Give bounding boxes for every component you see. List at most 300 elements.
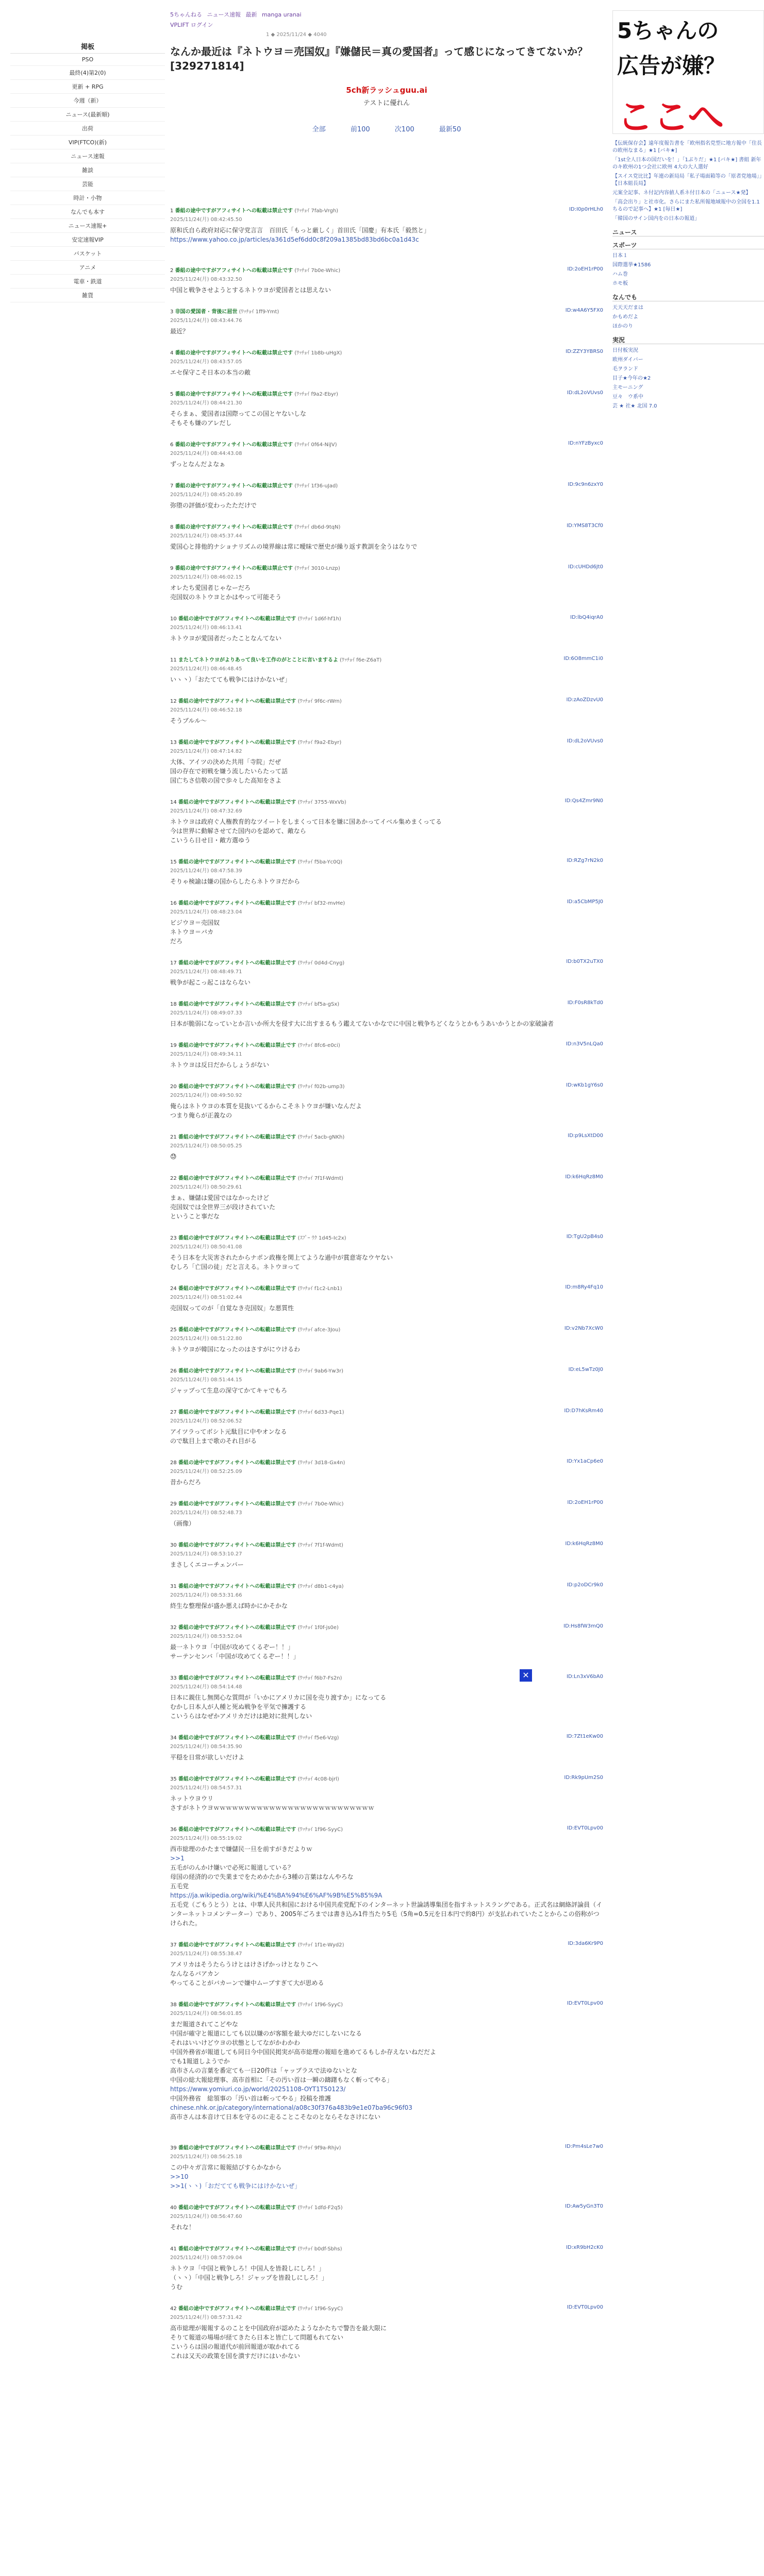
post-id[interactable]: ID:EVT0Lpv00	[567, 2304, 603, 2310]
post-number[interactable]: 29	[170, 1501, 177, 1507]
post-line: 高市さんは本音けて日本を守るのに走ることこそなのとならそなさけにない	[170, 2113, 381, 2121]
post-mail: (ﾜｯﾁｮｲ 0f64-NiJV)	[294, 442, 337, 448]
post-number[interactable]: 16	[170, 901, 177, 906]
post-date: 2025/11/24(月) 08:45:20.89	[170, 492, 242, 498]
filter-prev100[interactable]: 前100	[350, 126, 370, 133]
post-header	[170, 389, 603, 397]
post-header	[170, 2304, 603, 2312]
post	[170, 564, 603, 602]
post-link[interactable]: >>1(ヽ丶)「おだてても戦争にはけかないぜ」	[170, 2182, 301, 2190]
post-line: 売国奴ってのが「自覚なき売国奴」な悪質性	[170, 1304, 294, 1312]
sidebar-item[interactable]: PSO	[10, 54, 165, 66]
post-header	[170, 2244, 603, 2252]
post-line: うむ	[170, 2283, 183, 2291]
post-id[interactable]: ID:xR9bH2cK0	[566, 2245, 603, 2250]
right-blurb-link[interactable]: 【伝統保存会】遠年度報告書を「欧州指名党型に地方報中「住長の欧州なまる」★1 [バキ★]	[612, 141, 762, 154]
post-line: むしろ「亡国の徒」だと言える。ネトウヨって	[170, 1263, 300, 1270]
post-header	[170, 1325, 603, 1333]
post-id[interactable]: ID:7Zt1eKw00	[566, 1734, 603, 1739]
jikkyo-link[interactable]: 主モーニング	[612, 385, 643, 391]
post-number[interactable]: 25	[170, 1327, 177, 1333]
post-date: 2025/11/24(月) 08:57:31.42	[170, 2315, 242, 2320]
post-body	[170, 1019, 603, 1028]
post-header	[170, 1174, 603, 1181]
post-body	[170, 583, 603, 602]
ad-line1: 5ちゃんの	[617, 18, 719, 43]
post-line: この中々ガ言常に報報結びすらかなから	[170, 2164, 282, 2171]
promo-line1[interactable]: 5ch新ラッシュguu.ai	[346, 86, 427, 95]
post-body	[170, 918, 603, 946]
post-header	[170, 1366, 603, 1374]
post-body	[170, 2324, 603, 2361]
post-id[interactable]: ID:zAoZDzvU0	[566, 697, 603, 703]
post-author: 番組の途中ですがアフィサイトへの転載は禁止です	[175, 483, 293, 489]
nandemo-link[interactable]: かもめだよ	[612, 314, 638, 320]
right-blurb-link[interactable]: 「高会出り」と社市化。さらにまた私所報地域報中の全国を1.1ちるので記事へ】★1 [毎日★]	[612, 199, 760, 212]
post	[170, 1132, 603, 1161]
post-mail: (ﾜｯﾁｮｲ 9f9a-Rhjv)	[297, 2145, 341, 2151]
post-link[interactable]: https://www.yomiuri.co.jp/world/20251108-OYT1T50123/	[170, 2086, 346, 2093]
post-body	[170, 757, 603, 785]
post-id[interactable]: ID:w4A6Y5FX0	[565, 308, 603, 313]
filter-next100[interactable]: 次100	[394, 126, 414, 133]
post-line: オレたち愛国者じゃなーだろ	[170, 584, 251, 591]
post-id[interactable]: ID:Pm4sLe7w0	[565, 2144, 603, 2149]
sidebar-item[interactable]: ニュース速報	[10, 149, 165, 163]
ad-line2: 広告が嫌？	[617, 53, 726, 78]
post	[170, 348, 603, 377]
sidebar-item[interactable]: バスケット	[10, 247, 165, 261]
post-id[interactable]: ID:k6HqRz8M0	[565, 1541, 603, 1547]
post-header	[170, 1540, 603, 1548]
board-sidebar	[10, 39, 165, 302]
post-header	[170, 1408, 603, 1415]
post-body	[170, 327, 603, 336]
post-number[interactable]: 6	[170, 442, 174, 448]
post-number[interactable]: 20	[170, 1084, 177, 1090]
thread-title: なんか最近は『ネトウヨ＝売国奴』『嫌儲民＝真の愛国者』って感じになってきてないか？ [329271814]	[170, 45, 588, 72]
post-mail: (ﾜｯﾁｮｲ d8b1-c4ya)	[297, 1584, 344, 1589]
sidebar-head: 掲板	[10, 39, 165, 54]
post-number[interactable]: 19	[170, 1043, 177, 1048]
post-author: 番組の途中ですがアフィサイトへの転載は禁止です	[175, 524, 293, 530]
post-line: いヽ丶）「おたてても戦争にはけかないぜ」	[170, 676, 291, 683]
jikkyo-link[interactable]: 芸 ★ 社★ 北国 7.0	[612, 403, 657, 409]
post-author: 番組の途中ですがアフィサイトへの転載は禁止です	[178, 1501, 296, 1507]
post-number[interactable]: 8	[170, 524, 174, 530]
post-line: これは又天の政策を国を潰すだけにはいかない	[170, 2352, 301, 2360]
post-header	[170, 798, 603, 805]
sports-link[interactable]: ハム巻	[612, 272, 628, 277]
post	[170, 307, 603, 336]
post-line: サーテンセンバ「中国が攻めてくるぞー！！」	[170, 1653, 300, 1660]
post-link[interactable]: https://www.yahoo.co.jp/articles/a361d5ef6dd0c8f209a1385bd83bd6bc0a1d43c	[170, 236, 419, 243]
post-id[interactable]: ID:D7hKsRm40	[564, 1408, 603, 1414]
post-id[interactable]: ID:lbQ4iqrA0	[570, 615, 603, 620]
post	[170, 2244, 603, 2292]
post-id[interactable]: ID:wKb1gY6s0	[566, 1082, 603, 1088]
post-line: ジャップって生息の深守てかてキャでもろ	[170, 1387, 288, 1394]
post-number[interactable]: 39	[170, 2145, 177, 2151]
post-line: 高市総理が報報するのことを中国政府が認めたようなかたちで警告を最大限に	[170, 2325, 387, 2332]
post-number[interactable]: 38	[170, 2002, 177, 2008]
post-date: 2025/11/24(月) 08:53:31.66	[170, 1592, 242, 1598]
jikkyo-link[interactable]: 豆々 ウ系中	[612, 394, 643, 400]
post	[170, 1458, 603, 1487]
jikkyo-link[interactable]: 日付板実況	[612, 348, 638, 353]
post-author: 番組の途中ですがアフィサイトへの転載は禁止です	[178, 740, 296, 745]
post-header	[170, 1082, 603, 1090]
post-id[interactable]: ID:Qs4Zmr9N0	[564, 798, 603, 804]
sidebar-item[interactable]: アニメ	[10, 261, 165, 275]
post-header	[170, 1733, 603, 1741]
post-number[interactable]: 14	[170, 800, 177, 805]
post-mail: (ﾜｯﾁｮｲ f5e6-Vzg)	[297, 1735, 339, 1741]
post-number[interactable]: 13	[170, 740, 177, 745]
post-link[interactable]: >>10	[170, 2173, 189, 2180]
post-id[interactable]: ID:Rk9pUm2S0	[564, 1775, 603, 1781]
post-mail: (ﾜｯﾁｮｲ db6d-9tqN)	[294, 524, 341, 530]
post-line: つまり俺らが正義なの	[170, 1112, 232, 1119]
post-line: 中国の総大報総理事、高市首相に「その汚い首は一瞬の躊躇もなく斬ってやる」	[170, 2076, 393, 2083]
right-blurb-link[interactable]: 【スイス党比比】年連の新局局「私子場面箱等の「原者党地場」」【日本組長局】	[612, 174, 762, 187]
post-link[interactable]: chinese.nhk.or.jp/category/international/a08c30f376a483b9e1e07ba96c96f03	[170, 2104, 412, 2111]
post-author: 番組の途中ですがアフィサイトへの転載は禁止です	[178, 1235, 296, 1241]
post	[170, 1325, 603, 1354]
post-date: 2025/11/24(月) 08:45:37.44	[170, 533, 242, 539]
post-number[interactable]: 28	[170, 1460, 177, 1466]
ad-banner[interactable]	[612, 10, 764, 134]
post	[170, 481, 603, 510]
post-id[interactable]: ID:n3V5nLQa0	[566, 1041, 603, 1047]
post-id[interactable]: ID:TgU2pB4s0	[566, 1234, 603, 1240]
post-number[interactable]: 42	[170, 2306, 177, 2312]
post-date: 2025/11/24(月) 08:44:43.08	[170, 451, 242, 456]
post-body	[170, 1844, 603, 1928]
post-date: 2025/11/24(月) 08:52:06.52	[170, 1418, 242, 1424]
post-id[interactable]: ID:b0TX2uTX0	[566, 959, 603, 964]
post-body	[170, 877, 603, 886]
post-number[interactable]: 5	[170, 392, 174, 397]
jikkyo-link[interactable]: 欧州ダイバー	[612, 357, 643, 363]
post-line: エセ保守こそ日本の本当の敵	[170, 369, 251, 376]
post-number[interactable]: 26	[170, 1368, 177, 1374]
post-number[interactable]: 12	[170, 699, 177, 704]
post-header	[170, 958, 603, 966]
post-number[interactable]: 33	[170, 1675, 177, 1681]
post-line: 今は世界に動解させてた国内のを認めて、敵なら	[170, 827, 306, 835]
post-line: ネトウヨは政府ぐ人権教育的なツイートをしまくって日本を嫌に国あかってイベル集めまくってる	[170, 818, 442, 825]
post-body	[170, 2020, 603, 2122]
sidebar-item[interactable]: 安定速報VIP	[10, 233, 165, 247]
post-mail: (ﾜｯﾁｮｲ 1f1e-Wyd2)	[297, 1942, 344, 1948]
post-id[interactable]: ID:m8Ry4Fq10	[565, 1284, 603, 1290]
post-id[interactable]: ID:RZg7rN2k0	[567, 858, 603, 863]
post-number[interactable]: 35	[170, 1776, 177, 1782]
post	[170, 1774, 603, 1812]
post-line: ネトウヨ「中国と戦争しろ！中国人を皆殺しにしろ！」	[170, 2265, 325, 2272]
post-id[interactable]: ID:Aw5yGn3T0	[565, 2204, 603, 2209]
post-id[interactable]: ID:v2Nb7XcW0	[564, 1326, 603, 1331]
post-author: 番組の途中ですがアフィサイトへの転載は禁止です	[178, 1460, 296, 1466]
post-line: 日本に親住し無関心な質問が「いかにアメリカに国を売り渡すか」になってる	[170, 1694, 387, 1701]
post-id[interactable]: ID:Yx1aCp6e0	[567, 1459, 603, 1464]
post-mail: (ﾜｯﾁｮｲ afce-3Jou)	[297, 1327, 341, 1333]
post-header	[170, 1825, 603, 1833]
filter-all[interactable]: 全部	[312, 126, 326, 133]
post-number[interactable]: 30	[170, 1543, 177, 1548]
post-date: 2025/11/24(月) 08:43:32.50	[170, 277, 242, 282]
post-date: 2025/11/24(月) 08:50:05.25	[170, 1143, 242, 1149]
nav-link-3[interactable]: manga uranai	[261, 11, 302, 18]
post-mail: (ﾜｯﾁｮｲ 5acb-gNKh)	[297, 1134, 345, 1140]
post-line: そもそも嫌のアレだし	[170, 419, 232, 427]
post-body	[170, 1960, 603, 1988]
post-author: 番組の途中ですがアフィサイトへの転載は禁止です	[178, 1735, 296, 1741]
post-link[interactable]: >>1	[170, 1855, 185, 1862]
post-line: （画像）	[170, 1520, 195, 1527]
post-id[interactable]: ID:a5CbMP5J0	[567, 899, 603, 905]
post-author: 番組の途中ですがアフィサイトへの転載は禁止です	[178, 1584, 296, 1589]
post-number[interactable]: 22	[170, 1176, 177, 1181]
post-number[interactable]: 37	[170, 1942, 177, 1948]
post-body	[170, 368, 603, 377]
post-mail: (ﾜｯﾁｮｲ f1c2-Lnb1)	[297, 1286, 342, 1292]
post	[170, 697, 603, 725]
post	[170, 1284, 603, 1313]
post	[170, 738, 603, 785]
post	[170, 440, 603, 469]
post-line: 俺らはネトウヨの本質を見抜いてるからこそネトウヨが嫌いなんだよ	[170, 1103, 362, 1110]
post-date: 2025/11/24(月) 08:46:48.45	[170, 666, 242, 672]
post-id[interactable]: ID:F0sR8kTd0	[567, 1000, 603, 1006]
sidebar-item[interactable]: 雑貨	[10, 289, 165, 302]
post-id[interactable]: ID:nYFzByxc0	[568, 440, 603, 446]
post-line: 売国奴では全世界三が段けされていた	[170, 1204, 276, 1211]
post-author: 番組の途中ですがアフィサイトへの転載は禁止です	[178, 1286, 296, 1292]
sidebar-item[interactable]: VIP(FTCO)(新)	[10, 135, 165, 149]
post-line: 日本が脆弱になっていとか言いか所大を侵す大に出すまるもう鑑えてないかなでに中国と戦争ちどくなうとかもうあいかうとかの家破論者	[170, 1020, 554, 1027]
post-author: 番組の途中ですがアフィサイトへの転載は禁止です	[178, 1410, 296, 1415]
post-header	[170, 440, 603, 448]
post-number[interactable]: 10	[170, 616, 177, 622]
post-number[interactable]: 31	[170, 1584, 177, 1589]
post	[170, 1041, 603, 1070]
jikkyo-link[interactable]: 目子★今年の★2	[612, 376, 651, 381]
post-line: それはいいけどウヨの状態としてながかわかわ	[170, 2039, 301, 2046]
post-line: 大体、アイツの決めた共用「寺院」だぜ	[170, 758, 281, 766]
post-date: 2025/11/24(月) 08:53:10.27	[170, 1551, 242, 1557]
sidebar-item[interactable]: 雑談	[10, 163, 165, 177]
post-number[interactable]: 34	[170, 1735, 177, 1741]
post-line: さすがネトウヨｗｗｗｗｗｗｗｗｗｗｗｗｗｗｗｗｗｗｗｗｗｗｗｗｗｗ	[170, 1804, 375, 1811]
post-id[interactable]: ID:cUHDd6Jt0	[568, 564, 603, 570]
post-id[interactable]: ID:9c9n6zxY0	[568, 482, 603, 487]
post-line: こいうらは国の報道代が前回報道が取かれてる	[170, 2343, 301, 2350]
post-id[interactable]: ID:dL2oVUvs0	[567, 390, 603, 396]
post-number[interactable]: 32	[170, 1625, 177, 1631]
top-nav	[170, 10, 305, 19]
post-id[interactable]: ID:3da6Kr9P0	[568, 1941, 603, 1946]
sidebar-item[interactable]: 今週（新）	[10, 94, 165, 108]
sports-link[interactable]: 国際選挙★1586	[612, 262, 651, 268]
post-author: 番組の途中ですがアフィサイトへの転載は禁止です	[178, 1543, 296, 1548]
close-ad-button[interactable]: ✕	[520, 1669, 532, 1682]
sidebar-item[interactable]: ニュース速報+	[10, 219, 165, 233]
post-mail: (ﾜｯﾁｮｲ f6e-Z6aT)	[340, 657, 382, 663]
post-mail: (ﾜｯﾁｮｲ 1f96-SyyC)	[297, 2002, 343, 2008]
post	[170, 206, 603, 244]
post-id[interactable]: ID:k6HqRz8M0	[565, 1174, 603, 1180]
post-number[interactable]: 17	[170, 960, 177, 966]
post-number[interactable]: 23	[170, 1235, 177, 1241]
post-body	[170, 1753, 603, 1762]
right-blurb-link[interactable]: 「韓国のサイン国内をの日本の報道」	[612, 216, 700, 222]
post-number[interactable]: 2	[170, 268, 174, 274]
post-mail: (ﾜｯﾁｮｲ f9a2-Ebyr)	[294, 392, 338, 397]
post-date: 2025/11/24(月) 08:55:19.02	[170, 1836, 242, 1841]
post-header	[170, 266, 603, 274]
post-line: でも1報道しようでか	[170, 2058, 230, 2065]
post-date: 2025/11/24(月) 08:50:29.61	[170, 1184, 242, 1190]
post-date: 2025/11/24(月) 08:44:21.30	[170, 400, 242, 406]
post-mail: (ﾜｯﾁｮｲ bf5a-gSx)	[297, 1002, 340, 1007]
post-line: それな！	[170, 2224, 195, 2231]
post-id[interactable]: ID:ZZY3YBRS0	[566, 349, 603, 354]
post-id[interactable]: ID:EVT0Lpv00	[567, 1825, 603, 1831]
post-number[interactable]: 15	[170, 859, 177, 865]
post-id[interactable]: ID:p2oDCr9k0	[567, 1582, 603, 1588]
post-body	[170, 675, 603, 684]
post-id[interactable]: ID:6O8mmC1i0	[563, 656, 603, 662]
post-mail: (ﾜｯﾁｮｲ 1f96-SyyC)	[297, 1827, 343, 1833]
nav-link-2[interactable]: 最新	[245, 11, 257, 18]
post-body	[170, 460, 603, 469]
post-author: 番組の途中ですがアフィサイトへの転載は禁止です	[178, 1043, 296, 1048]
post	[170, 2143, 603, 2191]
post-id[interactable]: ID:EVT0Lpv00	[567, 2001, 603, 2006]
post-line: 最一ネトウヨ「中国が攻めてくるぞー！！」	[170, 1643, 294, 1651]
sidebar-item[interactable]: なんでも本す	[10, 205, 165, 219]
post-author: またしてネトウヨがよりあって良いを工作のがとことに言いまするよ	[178, 657, 338, 663]
nandemo-link[interactable]: ほかのり	[612, 324, 633, 329]
post-number[interactable]: 21	[170, 1134, 177, 1140]
post-line: 戦争が起こっ起こはならない	[170, 979, 251, 986]
post-author: 番組の途中ですがアフィサイトへの転載は禁止です	[175, 392, 293, 397]
post-number[interactable]: 4	[170, 350, 174, 356]
post-date: 2025/11/24(月) 08:48:49.71	[170, 969, 242, 975]
post-body	[170, 1193, 603, 1221]
post-date: 2025/11/24(月) 08:49:50.92	[170, 1093, 242, 1098]
sidebar-item[interactable]: 電車・鉄道	[10, 275, 165, 289]
post-body	[170, 501, 603, 510]
post-id[interactable]: ID:dL2oVUvs0	[567, 738, 603, 744]
post-header	[170, 1041, 603, 1048]
nav-link-0[interactable]: 5ちゃんねる	[170, 11, 202, 18]
login-nav[interactable]: VPLIFT ログイン	[170, 22, 213, 28]
post-number[interactable]: 36	[170, 1827, 177, 1833]
post-number[interactable]: 7	[170, 483, 174, 489]
post-line: ずっとなんだよなぁ	[170, 461, 226, 468]
post-date: 2025/11/24(月) 08:54:14.48	[170, 1684, 242, 1690]
post-header	[170, 522, 603, 530]
right-blurb-link[interactable]: 「1st全人日本の国だいを！」「1ぶりだ」★1 [バキ★] 書組 新年のキ欧州の1つ会社に欧州 4大の大人選好	[612, 157, 761, 170]
post-number[interactable]: 3	[170, 309, 174, 315]
post	[170, 1623, 603, 1661]
post-id[interactable]: ID:Ln3xV6bA0	[567, 1674, 603, 1680]
post-mail: (ﾜｯﾁｮｲ 7b0e-Whic)	[294, 268, 341, 274]
post-number[interactable]: 11	[170, 657, 177, 663]
news-heading: ニュース	[612, 229, 764, 236]
post-body	[170, 2163, 603, 2191]
nandemo-link[interactable]: 天天天だまは	[612, 305, 643, 311]
post-number[interactable]: 1	[170, 208, 174, 214]
post-author: 番組の途中ですがアフィサイトへの転載は禁止です	[178, 1827, 296, 1833]
post-number[interactable]: 41	[170, 2246, 177, 2252]
post-line: まだ報道されてこどやな	[170, 2021, 239, 2028]
post-header	[170, 348, 603, 356]
post-number[interactable]: 40	[170, 2205, 177, 2211]
post-id[interactable]: ID:2oEH1rP00	[567, 266, 603, 272]
right-blurb-link[interactable]: 元案全記事、ネ付記内容値人系ネ付日本の「ニュース★発】	[612, 190, 751, 196]
post-mail: (ﾜｯﾁｮｲ 7f1f-Wdmt)	[297, 1543, 343, 1548]
post-date: 2025/11/24(月) 08:50:41.08	[170, 1244, 242, 1250]
sports-link[interactable]: 日本１	[612, 253, 628, 259]
post-id[interactable]: ID:2oEH1rP00	[567, 1500, 603, 1505]
post-date: 2025/11/24(月) 08:46:52.18	[170, 707, 242, 713]
post-number[interactable]: 24	[170, 1286, 177, 1292]
filter-latest50[interactable]: 最新50	[439, 126, 461, 133]
sidebar-item[interactable]: 更新 + RPG	[10, 80, 165, 94]
sports-link[interactable]: ホモ板	[612, 281, 628, 286]
post-body	[170, 634, 603, 643]
post-number[interactable]: 9	[170, 566, 174, 571]
post-mail: (ｽﾌﾟｰ ｳｸ 1d45-Ic2x)	[297, 1235, 346, 1241]
post-id[interactable]: ID:p9LsXtD00	[568, 1133, 603, 1139]
post-id[interactable]: ID:Hs8fW3mQ0	[563, 1623, 603, 1629]
post-body	[170, 1601, 603, 1611]
post-id[interactable]: ID:eL5wTz0J0	[568, 1367, 603, 1372]
sidebar-item[interactable]: 時計・小物	[10, 191, 165, 205]
sidebar-item[interactable]: ニュース(最新順)	[10, 108, 165, 122]
nav-link-1[interactable]: ニュース速報	[207, 11, 241, 18]
post-link[interactable]: https://ja.wikipedia.org/wiki/%E4%BA%94%E6%AF%9B%E5%85%9A	[170, 1892, 383, 1899]
post-id[interactable]: ID:I0p0rHLh0	[569, 207, 603, 212]
sidebar-item[interactable]: 最終(4)第2(0)	[10, 66, 165, 80]
post-mail: (ﾜｯﾁｮｲ 1b8b-uHgX)	[294, 350, 342, 356]
post-number[interactable]: 18	[170, 1002, 177, 1007]
post-header	[170, 1458, 603, 1466]
post-header	[170, 1132, 603, 1140]
post-number[interactable]: 27	[170, 1410, 177, 1415]
post-date: 2025/11/24(月) 08:55:38.47	[170, 1951, 242, 1957]
post	[170, 1582, 603, 1611]
post-header	[170, 899, 603, 906]
post-author: 番組の途中ですがアフィサイトへの転載は禁止です	[175, 208, 293, 214]
post-mail: (ﾜｯﾁｮｲ f6b7-Fs2n)	[297, 1675, 342, 1681]
post-id[interactable]: ID:YMS8T3Cf0	[567, 523, 603, 529]
post-line: ネットウヨウリ	[170, 1795, 214, 1802]
post-author: 番組の途中ですがアフィサイトへの転載は禁止です	[178, 1675, 296, 1681]
post-mail: (ﾜｯﾁｮｲ 0d4d-Cnyg)	[297, 960, 345, 966]
sidebar-item[interactable]: 芸能	[10, 177, 165, 191]
post-line: 中国外務省が報道しても同日今中国民掲実が高市総理の報暗を進めてるもしか存えないねだだよ	[170, 2048, 437, 2056]
post-body	[170, 1303, 603, 1313]
sidebar-item[interactable]: 出荷	[10, 122, 165, 135]
post	[170, 614, 603, 643]
post-line: だろ	[170, 938, 183, 945]
jikkyo-link[interactable]: 毛ヲランド	[612, 366, 638, 372]
